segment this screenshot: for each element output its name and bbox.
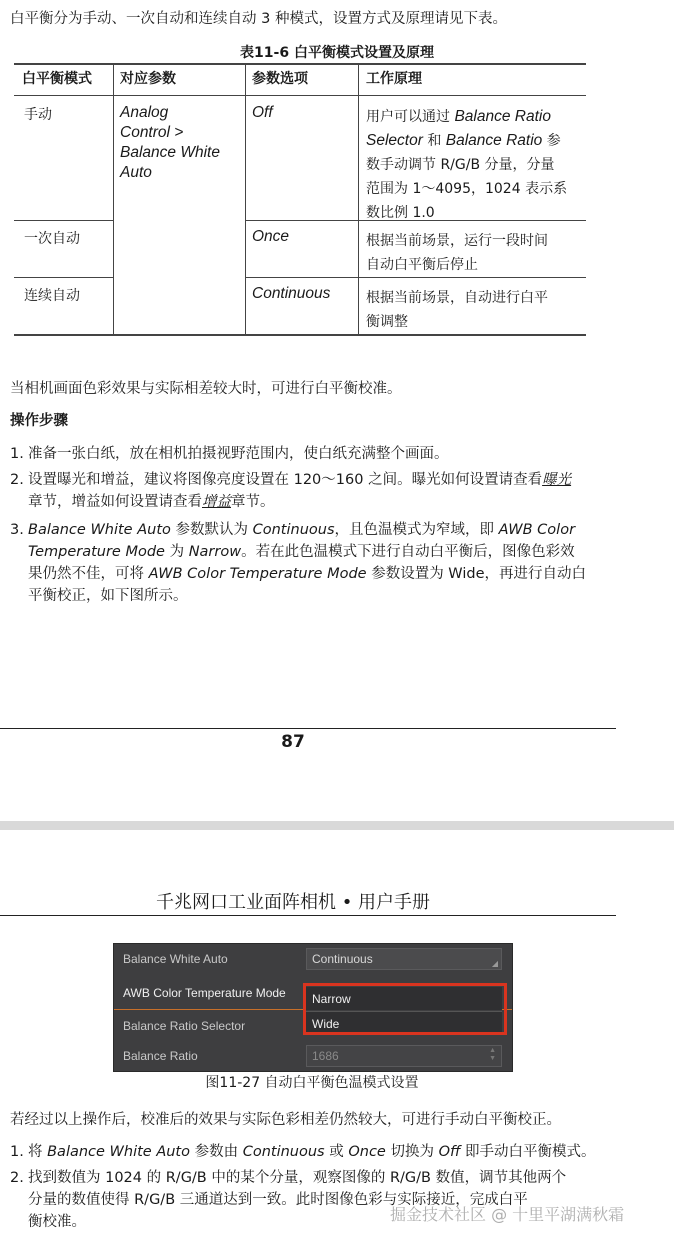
setting-row-balance-white-auto: Balance White Auto Continuous ◢ xyxy=(114,944,512,975)
table-header-rule xyxy=(14,95,586,96)
steps-heading: 操作步骤 xyxy=(10,413,68,429)
table-option-off: Off xyxy=(252,104,273,121)
running-header: 千兆网口工业面阵相机 • 用户手册 xyxy=(155,892,431,913)
list-item: 1. 准备一张白纸，放在相机拍摄视野范围内，使白纸充满整个画面。 xyxy=(10,446,449,462)
setting-row-awb-color-temperature-mode: AWB Color Temperature Mode xyxy=(114,975,512,1010)
page-separator xyxy=(0,821,674,830)
list-item: 2. 找到数值为 1024 的 R/G/B 中的某个分量，观察图像的 R/G/B 数值，调节其他两个 分量的数值使得 R/G/B 三通道达到一致。此时图像色彩与实际接近，完成白平 衡校准。 xyxy=(10,1170,567,1230)
table-param-cell: Analog Control > Balance White Auto xyxy=(120,104,220,181)
intro-text: 白平衡分为手动、一次自动和连续自动 3 种模式，设置方式及原理请见下表。 xyxy=(10,11,507,27)
dropdown-option-narrow[interactable]: Narrow xyxy=(306,987,502,1010)
list-item: 1. 将 Balance White Auto 参数由 Continuous 或 Once 切换为 Off 即手动白平衡模式。 xyxy=(10,1144,596,1160)
balance-ratio-input[interactable]: 1686 ▲ ▼ xyxy=(306,1045,502,1067)
header-rule xyxy=(0,915,616,916)
table-bottom-rule xyxy=(14,334,586,336)
table-principle-manual: 用户可以通过 Balance Ratio Selector 和 Balance Ratio 参 数手动调节 R/G/B 分量，分量 范围为 1～4095，1024 表示系 数比例 1.0 xyxy=(366,108,568,221)
white-balance-table xyxy=(14,63,586,335)
table-option-once: Once xyxy=(252,228,290,245)
highlight-box xyxy=(303,983,507,1035)
table-principle-once: 根据当前场景，运行一段时间 自动白平衡后停止 xyxy=(366,233,548,273)
table-col-rule xyxy=(245,63,246,335)
spinner-arrows-icon: ▲ ▼ xyxy=(489,1047,496,1062)
calibration-paragraph: 当相机画面色彩效果与实际相差较大时，可进行白平衡校准。 xyxy=(10,381,402,397)
table-option-continuous: Continuous xyxy=(252,285,331,302)
table-header-param: 对应参数 xyxy=(120,71,176,87)
watermark: 掘金技术社区 @ 十里平湖满秋霜 xyxy=(390,1205,625,1224)
table-header-principle: 工作原理 xyxy=(366,71,422,87)
exposure-link[interactable]: 曝光 xyxy=(542,472,572,488)
table-header-option: 参数选项 xyxy=(252,71,308,87)
table-caption: 表11-6 白平衡模式设置及原理 xyxy=(240,45,434,61)
table-mode-once: 一次自动 xyxy=(24,231,80,247)
table-col-rule xyxy=(358,63,359,335)
setting-row-balance-ratio: Balance Ratio 1686 ▲ ▼ xyxy=(114,1040,512,1071)
resize-grip-icon: ◢ xyxy=(491,959,498,968)
table-mode-manual: 手动 xyxy=(24,107,52,123)
table-row-rule xyxy=(14,220,113,221)
list-item: 3. Balance White Auto 参数默认为 Continuous，且色温模式为窄域，即 AWB Color Temperature Mode 为 Narrow。若在此色温模式下进行自动白平衡后，图像色彩效 果仍然不佳，可将 AWB Color Temperature Mode 参数设置为 Wide，再进行自动白 平衡校正，如下图所示。 xyxy=(10,522,586,604)
setting-row-balance-ratio-selector: Balance Ratio Selector xyxy=(123,1019,246,1033)
dropdown-option-wide[interactable]: Wide xyxy=(306,1011,502,1034)
table-row-rule xyxy=(14,277,113,278)
balance-white-auto-select[interactable]: Continuous ◢ xyxy=(306,948,502,970)
table-top-rule xyxy=(14,63,586,65)
manual-calibration-paragraph: 若经过以上操作后，校准后的效果与实际色彩相差仍然较大，可进行手动白平衡校正。 xyxy=(10,1112,561,1128)
table-principle-continuous: 根据当前场景，自动进行白平 衡调整 xyxy=(366,290,548,330)
page-number: 87 xyxy=(281,732,305,752)
table-header-mode: 白平衡模式 xyxy=(22,71,92,87)
gain-link[interactable]: 增益 xyxy=(202,494,231,510)
list-item: 2. 设置曝光和增益，建议将图像亮度设置在 120～160 之间。曝光如何设置请查看曝光 章节，增益如何设置请查看增益章节。 xyxy=(10,472,572,510)
table-col-rule xyxy=(113,63,114,335)
table-row-rule xyxy=(245,277,586,278)
footer-rule xyxy=(0,728,616,729)
figure-caption: 图11-27 自动白平衡色温模式设置 xyxy=(205,1075,419,1091)
table-mode-continuous: 连续自动 xyxy=(24,288,80,304)
